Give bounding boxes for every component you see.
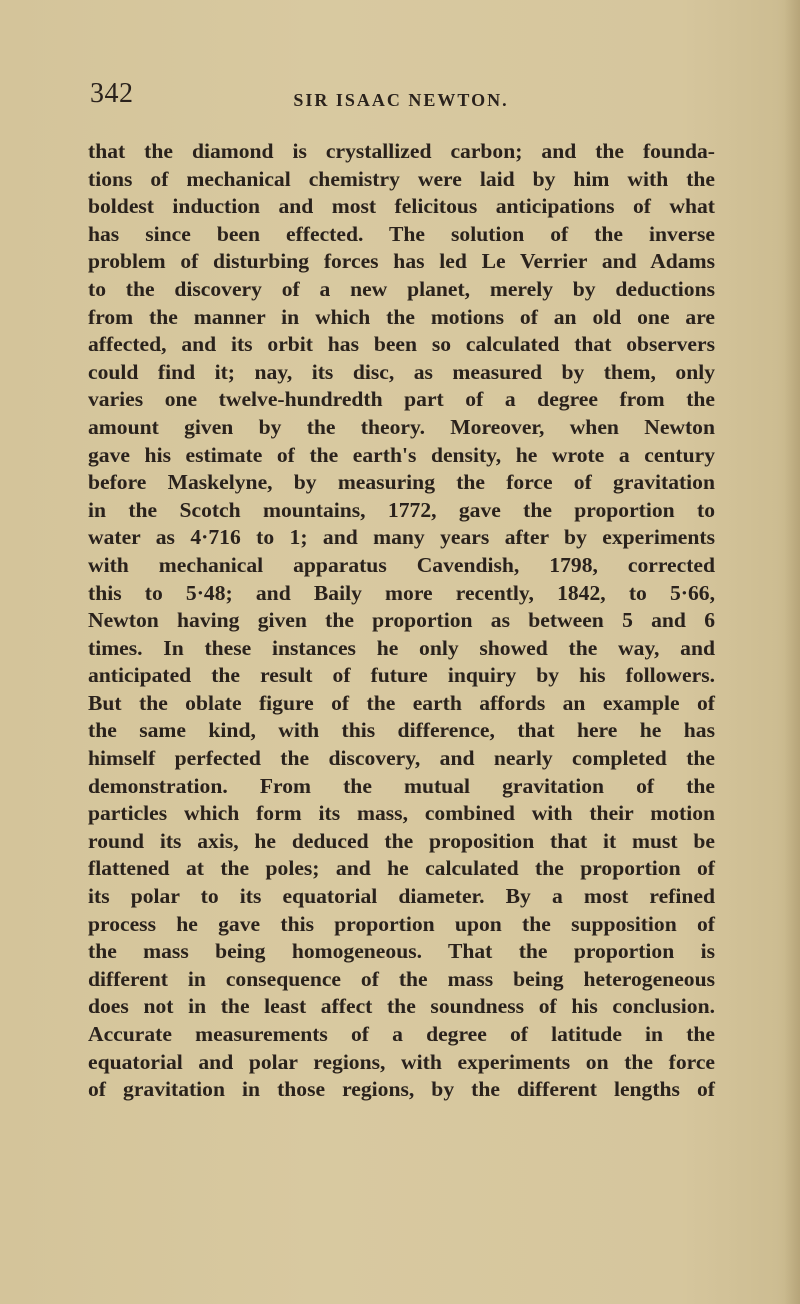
text-line: Newton having given the proportion as between 5 and 6 — [88, 608, 715, 633]
text-line: that the diamond is crystallized carbon; and the founda- — [88, 139, 715, 163]
text-line: boldest induction and most felicitous anticipations of what — [88, 194, 715, 219]
text-line: does not in the least affect the soundness of his conclusion. — [88, 994, 715, 1019]
text-line: affected, and its orbit has been so calculated that observers — [88, 332, 715, 357]
text-line: the same kind, with this difference, that here he has — [88, 718, 715, 743]
text-line: in the Scotch mountains, 1772, gave the proportion to — [88, 497, 715, 522]
text-line: could find it; nay, its disc, as measured by them, only — [88, 359, 715, 384]
text-line: Accurate measurements of a degree of latitude in the — [88, 1022, 715, 1046]
text-line: gave his estimate of the earth's density, he wrote a century — [88, 442, 715, 467]
page-number: 342 — [90, 78, 134, 109]
text-line: problem of disturbing forces has led Le Verrier and Adams — [88, 249, 715, 274]
text-line: tions of mechanical chemistry were laid by him with the — [88, 166, 715, 191]
running-head: SIR ISAAC NEWTON. — [293, 90, 509, 110]
page-edge-shadow — [784, 0, 800, 1304]
text-line: the mass being homogeneous. That the proportion is — [88, 939, 715, 964]
text-line: from the manner in which the motions of an old one are — [88, 304, 715, 329]
text-line: process he gave this proportion upon the supposition of — [88, 911, 715, 936]
text-line: round its axis, he deduced the proposition that it must be — [88, 828, 715, 853]
text-line: anticipated the result of future inquiry by his followers. — [88, 663, 715, 688]
text-line: demonstration. From the mutual gravitation of the — [88, 773, 715, 798]
text-line: its polar to its equatorial diameter. By a most refined — [88, 884, 715, 909]
text-line: himself perfected the discovery, and nearly completed the — [88, 746, 715, 771]
text-line: different in consequence of the mass being heterogeneous — [88, 966, 715, 991]
text-line: of gravitation in those regions, by the different lengths of — [88, 1077, 715, 1102]
text-line: times. In these instances he only showed the way, and — [88, 635, 715, 660]
text-line: But the oblate figure of the earth affords an example of — [88, 690, 715, 715]
page-header — [90, 78, 712, 118]
text-line: this to 5·48; and Baily more recently, 1842, to 5·66, — [88, 580, 715, 605]
text-line: has since been effected. The solution of the inverse — [88, 221, 715, 246]
text-line: varies one twelve-hundredth part of a degree from the — [88, 387, 715, 412]
text-line: before Maskelyne, by measuring the force of gravitation — [88, 470, 715, 495]
text-line: particles which form its mass, combined with their motion — [88, 801, 715, 826]
text-line: amount given by the theory. Moreover, when Newton — [88, 414, 715, 439]
text-line: water as 4·716 to 1; and many years after by experiments — [88, 525, 715, 550]
text-line: equatorial and polar regions, with experiments on the force — [88, 1049, 715, 1074]
text-line: flattened at the poles; and he calculated the proportion of — [88, 856, 715, 881]
text-line: to the discovery of a new planet, merely by deductions — [88, 276, 715, 301]
text-line: with mechanical apparatus Cavendish, 1798, corrected — [88, 552, 715, 577]
body-paragraph — [88, 138, 715, 1104]
